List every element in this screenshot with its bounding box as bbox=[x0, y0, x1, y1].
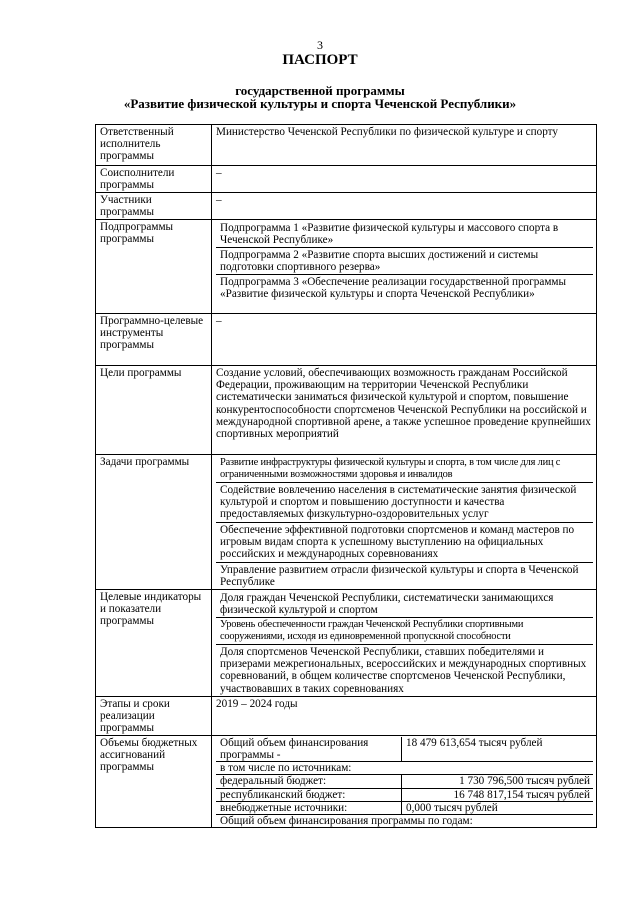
row-value: 2019 – 2024 годы bbox=[212, 697, 597, 736]
funding-source-name: республиканский бюджет: bbox=[216, 788, 402, 801]
row-label: Соисполнители программы bbox=[96, 166, 212, 193]
row-label: Ответственный исполнитель программы bbox=[96, 125, 212, 166]
funding-source-value: 0,000 тысяч рублей bbox=[402, 801, 594, 814]
row-value: Создание условий, обеспечивающих возможность гражданам Российской Федерации, проживающим на территории Чеченской Республики систематически заниматься физической культурой и спортом, повышение конкурентоспособности спортсменов Чеченской Республики на российской и международной спортивной арене, а также успешное проведение крупнейших спортивных мероприятий bbox=[212, 366, 597, 455]
row-value bbox=[212, 735, 597, 828]
indicator-item: Доля спортсменов Чеченской Республики, ставших победителями и призерами межрегиональных, всероссийских и международных спортивных соревнований, в общем количестве спортсменов Чеченской Республики, участвовавших в таких соревнованиях bbox=[216, 644, 593, 696]
task-item: Развитие инфраструктуры физической культуры и спорта, в том числе для лиц с ограниченными возможностями здоровья и инвалидов bbox=[220, 457, 561, 481]
row-label: Программно-целевые инструменты программы bbox=[96, 314, 212, 366]
funding-source-row bbox=[216, 801, 593, 814]
document-title: ПАСПОРТ bbox=[282, 52, 358, 68]
funding-total-value: 18 479 613,654 тысяч рублей bbox=[402, 737, 594, 762]
row-subprograms bbox=[96, 220, 597, 314]
funding-by-years-label: Общий объем финансирования программы по годам: bbox=[216, 814, 593, 827]
funding-table bbox=[216, 737, 593, 828]
row-label: Участники программы bbox=[96, 193, 212, 220]
funding-source-row bbox=[216, 788, 593, 801]
subprogram-item: Подпрограмма 1 «Развитие физической культуры и массового спорта в Чеченской Республике» bbox=[220, 222, 559, 247]
row-label: Цели программы bbox=[96, 366, 212, 455]
row-label: Этапы и сроки реализации программы bbox=[96, 697, 212, 736]
funding-total-label: Общий объем финансирования программы - bbox=[216, 737, 402, 762]
row-value: – bbox=[212, 193, 597, 220]
funding-source-row bbox=[216, 775, 593, 788]
funding-source-value: 16 748 817,154 тысяч рублей bbox=[402, 788, 594, 801]
task-item: Управление развитием отрасли физической культуры и спорта в Чеченской Республике bbox=[216, 562, 593, 589]
passport-table bbox=[95, 124, 597, 828]
row-participants bbox=[96, 193, 597, 220]
row-label: Задачи программы bbox=[96, 455, 212, 590]
document-subtitle bbox=[0, 84, 640, 110]
page-number: 3 bbox=[317, 38, 323, 52]
funding-source-name: федеральный бюджет: bbox=[216, 775, 402, 788]
row-stages bbox=[96, 697, 597, 736]
row-tasks bbox=[96, 455, 597, 590]
row-value bbox=[212, 590, 597, 697]
row-label: Объемы бюджетных ассигнований программы bbox=[96, 735, 212, 828]
task-item: Обеспечение эффективной подготовки спортсменов и команд мастеров по игровым видам спорта к успешному выступлению на официальных российских и международных соревнованиях bbox=[216, 522, 593, 562]
funding-source-value: 1 730 796,500 тысяч рублей bbox=[402, 775, 594, 788]
row-instruments bbox=[96, 314, 597, 366]
subtitle-line-2: «Развитие физической культуры и спорта Чеченской Республики» bbox=[123, 96, 517, 111]
row-label: Целевые индикаторы и показатели программы bbox=[96, 590, 212, 697]
row-co-executors bbox=[96, 166, 597, 193]
funding-source-name: внебюджетные источники: bbox=[216, 801, 402, 814]
row-goals bbox=[96, 366, 597, 455]
row-indicators bbox=[96, 590, 597, 697]
subprogram-item: Подпрограмма 3 «Обеспечение реализации государственной программы «Развитие физической культуры и спорта Чеченской Республики» bbox=[216, 274, 593, 313]
row-value: – bbox=[212, 166, 597, 193]
subtitle-line-1: государственной программы bbox=[235, 83, 405, 98]
funding-sources-label: в том числе по источникам: bbox=[216, 762, 593, 775]
task-item: Содействие вовлечению населения в систематические занятия физической культурой и спортом и повышению доступности и качества предоставляемых физкультурно-оздоровительных услуг bbox=[216, 482, 593, 522]
row-executor bbox=[96, 125, 597, 166]
subprogram-item: Подпрограмма 2 «Развитие спорта высших достижений и системы подготовки спортивного резерва» bbox=[216, 247, 593, 274]
row-value: – bbox=[212, 314, 597, 366]
row-label: Подпрограммы программы bbox=[96, 220, 212, 314]
indicator-item: Уровень обеспеченности граждан Чеченской Республики спортивными сооружениями, исходя из единовременной пропускной способности bbox=[216, 617, 593, 644]
indicator-item: Доля граждан Чеченской Республики, систематически занимающихся физической культурой и спортом bbox=[220, 592, 554, 617]
row-value bbox=[212, 220, 597, 314]
funding-sources-row bbox=[216, 762, 593, 775]
row-value bbox=[212, 455, 597, 590]
row-funding bbox=[96, 735, 597, 828]
funding-by-years-row bbox=[216, 814, 593, 827]
funding-total-row bbox=[216, 737, 593, 762]
row-value: Министерство Чеченской Республики по физической культуре и спорту bbox=[212, 125, 597, 166]
